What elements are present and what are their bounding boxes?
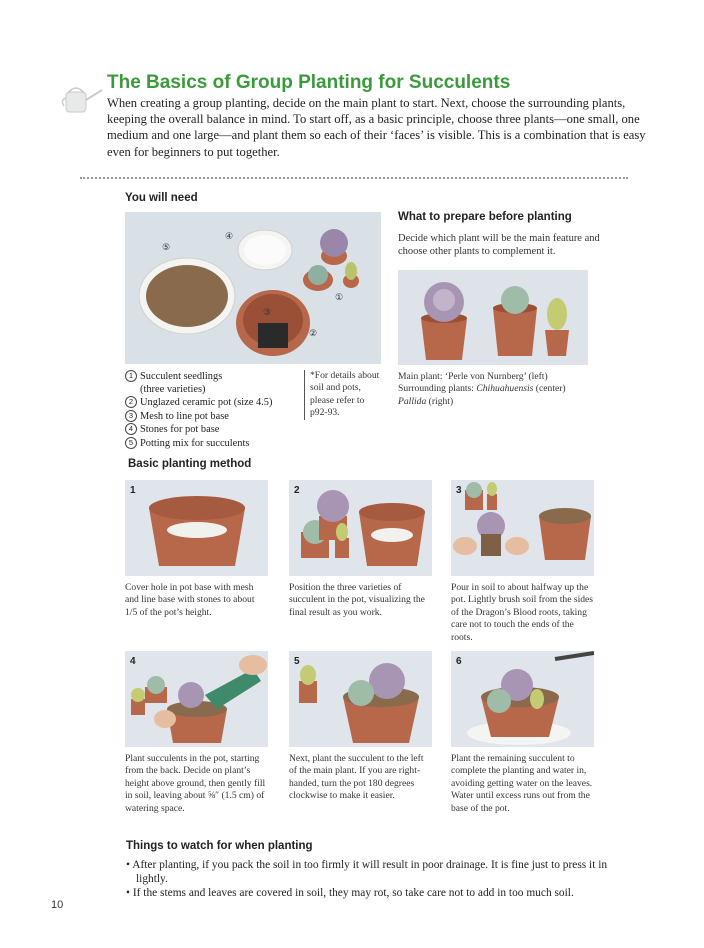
list-item: 1 Succulent seedlings: [125, 370, 305, 384]
list-item: 4 Stones for pot base: [125, 423, 305, 437]
callout-2: ②: [309, 328, 318, 338]
you-will-need-heading: You will need: [125, 192, 198, 204]
step-6-text: Plant the remaining succulent to complete the planting and water in, avoiding getting water on the leaves. Water until excess runs out from the base of the pot.: [451, 753, 593, 814]
step-3-text: Pour in soil to about halfway up the pot. Lightly brush soil from the sides of the Dragon’s Blood roots, taking care not to touch the ends of the roots.: [451, 582, 594, 643]
step-4-text: Plant succulents in the pot, starting from the back. Decide on plant’s height above ground, then gently fill in soil, leaving about ⅝″ (1.5 cm) of watering space.: [125, 753, 266, 814]
list-item: • If the stems and leaves are covered in soil, they may rot, so take care not to add in too much soil.: [126, 887, 574, 900]
divider: [80, 177, 628, 179]
step-1-text: Cover hole in pot base with mesh and line base with stones to about 1/5 of the pot’s height.: [125, 582, 255, 618]
supplies-list: [125, 370, 305, 451]
step-2-photo: 2: [289, 480, 432, 576]
list-item: • After planting, if you pack the soil in too firmly it will result in poor drainage. It is fine just to press it in lightly.: [126, 859, 608, 886]
callout-3: ③: [263, 307, 272, 317]
callout-1: ①: [335, 292, 344, 302]
prepare-caption: Main plant: ‘Perle von Nurnberg’ (left) Surrounding plants: Chihuahuensis (center) Pallida (right): [398, 371, 566, 407]
page-number: 10: [51, 899, 64, 911]
supplies-photo: [125, 212, 381, 364]
soil-note: *For details about soil and pots, please refer to p92-93.: [304, 370, 382, 420]
list-item: 5 Potting mix for succulents: [125, 437, 305, 451]
prepare-heading: What to prepare before planting: [398, 211, 572, 223]
intro-paragraph: When creating a group planting, decide on the main plant to start. Next, choose the surrounding plants, keeping the overall balance in mind. To start off, as a basic principle, choose three plants—one small, one medium and one large—and plant them so each of their ‘faces’ is visible. This is a combination that is easy even for beginners to put together.: [107, 96, 646, 159]
watch-list: [126, 858, 631, 901]
step-4-photo: 4: [125, 651, 268, 747]
page-title: The Basics of Group Planting for Succulents: [107, 72, 511, 93]
prepare-photo: [398, 270, 588, 365]
watering-can-icon: [58, 84, 104, 116]
prepare-text: Decide which plant will be the main feature and choose other plants to complement it.: [398, 233, 600, 257]
step-3-photo: 3: [451, 480, 594, 576]
list-item: 2 Unglazed ceramic pot (size 4.5): [125, 396, 305, 410]
callout-5: ⑤: [162, 242, 171, 252]
method-heading: Basic planting method: [128, 458, 252, 470]
list-item: 3 Mesh to line pot base: [125, 410, 305, 424]
step-1-photo: 1: [125, 480, 268, 576]
callout-4: ④: [225, 231, 234, 241]
step-5-text: Next, plant the succulent to the left of the main plant. If you are right-handed, turn the pot 180 degrees clockwise to make it easier.: [289, 753, 424, 802]
list-item: (three varieties): [140, 383, 206, 395]
watch-heading: Things to watch for when planting: [126, 840, 313, 852]
step-6-photo: 6: [451, 651, 594, 747]
step-5-photo: 5: [289, 651, 432, 747]
step-2-text: Position the three varieties of succulent in the pot, visualizing the final result as you work.: [289, 582, 425, 618]
